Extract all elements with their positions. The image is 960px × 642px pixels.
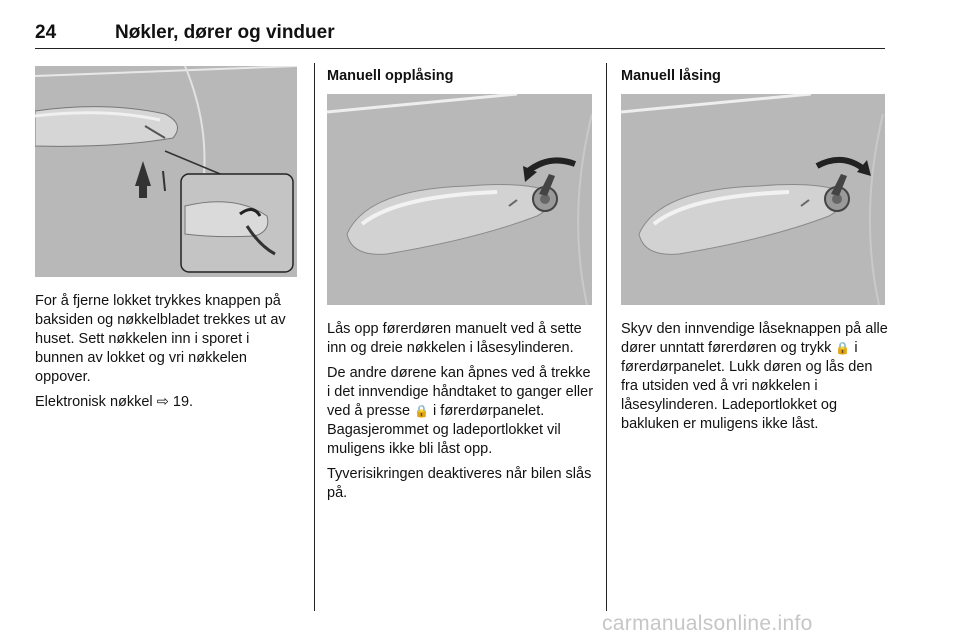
manual-locking-heading: Manuell låsing (621, 68, 721, 84)
column3-text (621, 320, 889, 440)
reference-page[interactable]: 19. (172, 394, 194, 410)
column1-text (35, 292, 301, 418)
key-removal-illustration (35, 66, 297, 277)
manual-locking-drawing (621, 94, 885, 305)
page-header (35, 22, 885, 49)
reference-line (35, 393, 301, 412)
reference-text: Elektronisk nøkkel (35, 394, 153, 410)
lock-icon: 🔒 (414, 404, 430, 418)
manual-unlocking-illustration (327, 94, 592, 305)
column2-text (327, 320, 595, 509)
watermark: carmanualsonline.info (602, 612, 813, 635)
page-number: 24 (35, 22, 57, 43)
lock-icon: 🔒 (835, 341, 851, 355)
other-doors-paragraph: De andre dørene kan åpnes ved å trekke i det innvendige håndtaket to ganger eller ved å presse 🔒 i førerdørpanelet. Bagasjerommet og ladeportlokket vil muligens ikke bli låst opp. (327, 365, 594, 457)
key-removal-paragraph: For å fjerne lokket trykkes knappen på baksiden og nøkkelbladet trekkes ut av huset. Sett nøkkelen inn i sporet i bunnen av lokket og vri nøkkelen oppover. (35, 293, 286, 385)
anti-theft-paragraph: Tyverisikringen deaktiveres når bilen slås på. (327, 466, 592, 501)
page-title: Nøkler, dører og vinduer (115, 22, 335, 43)
unlock-driver-door-paragraph: Lås opp førerdøren manuelt ved å sette inn og dreie nøkkelen i låsesylinderen. (327, 321, 582, 356)
manual-unlocking-drawing (327, 94, 592, 305)
page-ref-arrow-icon: ⇨ (156, 394, 169, 410)
manual-unlocking-heading: Manuell opplåsing (327, 68, 454, 84)
key-removal-drawing (35, 66, 297, 277)
column-divider (606, 63, 607, 611)
manual-locking-paragraph: Skyv den innvendige låseknappen på alle dører unntatt førerdøren og trykk 🔒 i førerdørpanelet. Lukk døren og lås den fra utsiden ved å vri nøkkelen i låsesylinderen. Ladeportlokket og bakluken er muligens ikke låst. (621, 321, 888, 432)
column-divider (314, 63, 315, 611)
manual-locking-illustration (621, 94, 885, 305)
